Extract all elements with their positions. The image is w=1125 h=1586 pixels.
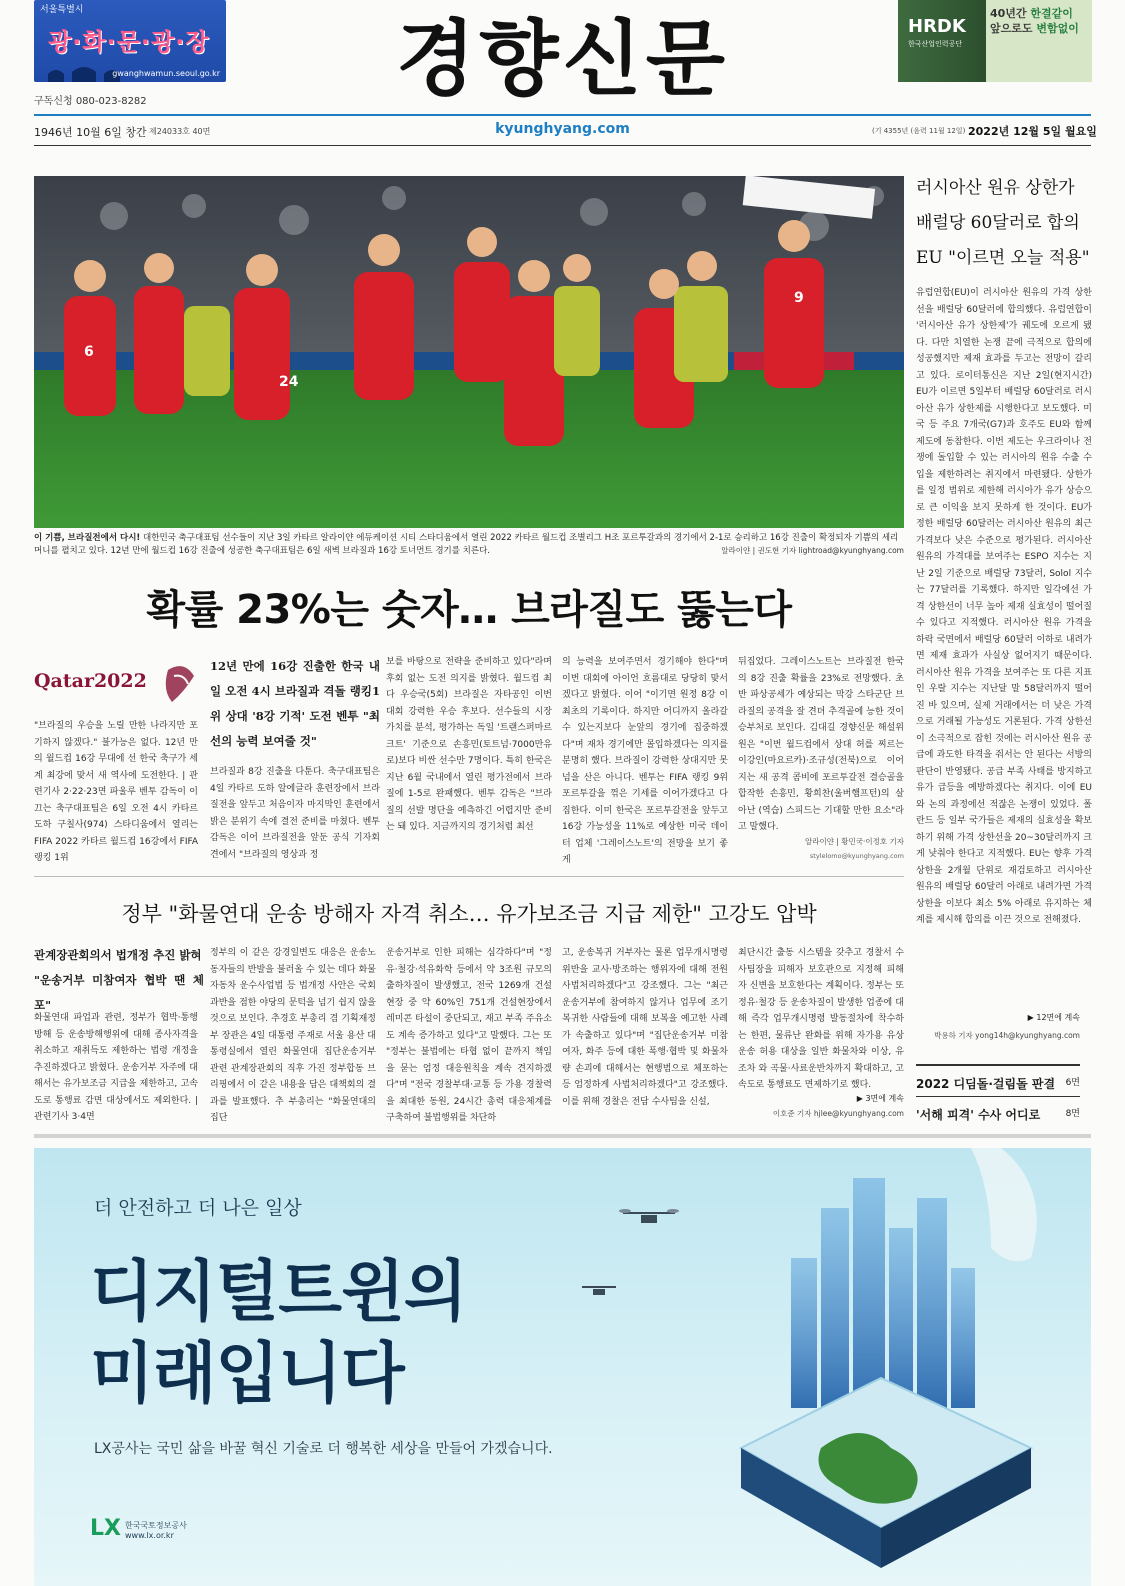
newspaper-title: 경향신문	[396, 12, 729, 107]
hrdk-slogan	[986, 0, 1092, 82]
jersey-number: 9	[794, 290, 804, 306]
lead-col-4: 의 능력을 보여주면서 경기해야 한다"며 이번 대회에 아이언 흐름대로 당당히 맞서겠다고 밝혔다. 이어 "이기면 원정 8강 이 최초의 기록이다. 하지만 어디까지 올라갈 수 있는지보다 눈앞의 경기에 집중하겠다"며 재차 경기에만 몰입하겠다는 의지를 분명히 했다. 브라질이 강력한 상대지만 못 넘을 산은 아니다. 벤투는 FIFA 랭킹 9위 포르투갈을 꺾은 기세를 이어가겠다고 다짐한다. 이미 한국은 포르투갈전을 앞두고 16강 가능성을 11%로 예상한 미국 데이터 업체 '그레이스노트'의 전망을 보기 좋게	[562, 657, 728, 865]
right-headline[interactable]: 러시아산 원유 상한가 배럴당 60달러로 합의 EU "이르면 오늘 적용"	[916, 178, 1090, 268]
celebration-photo[interactable]	[34, 176, 904, 528]
issue-number: 제24033호 40면	[149, 127, 211, 136]
lead-col-3: 보를 바탕으로 전략을 준비하고 있다"라며 후회 없는 도전 의지를 밝혔다. 월드컵 최다 우승국(5회) 브라질은 자타공인 이번 대회 강력한 우승 후보다. 선수들의 시장 가치를 분석, 평가하는 독일 '트랜스퍼마르크트' 기준으로 손흥민(토트넘·7000만유로)보다 비싼 선수만 7명이다. 특히 한국은 지난 6월 국내에서 열린 평가전에서 브라질에 1-5로 완패했다. 벤투 감독은 "브라질의 선발 명단을 예측하긴 어렵지만 준비는 돼 있다. 지금까지의 경기처럼 최선	[386, 657, 552, 832]
lead-byline: 알라이얀 | 황민국·이정호 기자	[804, 837, 904, 846]
lx-org-name: 한국국토정보공사	[125, 1521, 187, 1530]
lead-headline[interactable]: 확률 23%는 숫자… 브라질도 뚫는다	[146, 587, 792, 633]
lunar-date: (기 4355년 (음력 11월 12일)	[872, 127, 966, 135]
right-continued[interactable]: ▶ 12면에 계속	[1027, 1013, 1080, 1022]
toc-item[interactable]	[916, 1106, 1080, 1123]
hrdk-slogan-accent-2: 변함없이	[1036, 22, 1079, 35]
ad-org: 서울특별시	[40, 5, 84, 15]
hrdk-brand: HRDK	[908, 16, 966, 37]
lead-col-5: 뒤집었다. 그레이스노트는 브라질전 한국의 8강 진출 확률을 23%로 전망했다. 초반 파상공세가 예상되는 막강 스타군단 브라질의 공격을 잘 견뎌 추격골에 능한 것이 승부처로 보인다. 김대길 경향신문 해설위원은 "이번 월드컵에서 상대 허를 찌르는 이강인(마요르카)·조규성(전북)으로 이어지는 새 공격 콤비에 포르투갈전 결승골을 합작한 손흥민, 황희찬(울버햄프턴)의 살아난 (역습) 스피드는 기대할 만한 요소"라고 말했다.	[738, 657, 904, 832]
second-col-4: 고, 운송복귀 거부자는 물론 업무개시명령 위반을 교사·방조하는 행위자에 대해 전원 사법처리하겠다"고 강조했다. 그는 "최근 운송거부에 참여하지 않거나 업무에 조기 복귀한 사람들에 대해 보복을 예고한 사례가 속출하고 있다"며 "집단운송거부 미참여자, 화주 등에 대한 폭행·협박 및 화물차량 손괴에 대해서는 현행범으로 체포하는 등 엄정하게 사법처리하겠다"고 강조했다. 이를 위해 경찰은 전담 수사팀을 신설,	[562, 948, 728, 1107]
ad-tagline: 더 안전하고 더 나은 일상	[94, 1197, 302, 1219]
second-col-5: 최단시간 출동 시스템을 갖추고 경찰서 수사팀장을 피해자 보호관으로 지정해 피해자 신변을 보호한다는 계획이다. 정부는 또 정유·철강 등 운송차질이 발생한 업종에 대해 즉각 업무개시명령 발동절차에 착수하는 한편, 물류난 완화를 위해 자가용 유상운송 허용 대상을 일반 화물차와 이상, 유조차 와 곡물·사료운반차까지 확대하고, 고속도로 통행료도 면제하기로 했다.	[738, 948, 904, 1090]
caption-body: 대한민국 축구대표팀 선수들이 지난 3일 카타르 알라이얀 에듀케이션 시티 스타디움에서 열린 2022 카타르 월드컵 조별리그 H조 포르투갈과의 경기에서 2-1로 승리하고 16강 진출이 확정되자 기쁨의 세리머니를 펼치고 있다. 12년 만에 월드컵 16강 진출에 성공한 축구대표팀은 6일 새벽 브라질과 16강 토너먼트 경기를 치른다.	[34, 533, 899, 556]
toc-item[interactable]	[916, 1075, 1080, 1092]
ad-description: LX공사는 국민 삶을 바꿀 혁신 기술로 더 행복한 세상을 만들어 가겠습니다.	[94, 1441, 553, 1457]
ad-separator	[34, 1134, 1091, 1138]
hrdk-slogan-1: 40년간	[990, 7, 1027, 20]
photo-credit: 알라이얀 | 권도현 기자 lightroad@kyunghyang.com	[721, 546, 904, 555]
hrdk-brand-sub: 한국산업인력공단	[908, 40, 963, 48]
toc-page: 8면	[1065, 1109, 1080, 1119]
lx-logo-name	[125, 1521, 187, 1541]
second-continued[interactable]: ▶ 3면에 계속	[856, 1094, 904, 1103]
jersey-number: 6	[84, 344, 94, 360]
masthead-rule	[34, 114, 1091, 116]
ad-url: gwanghwamun.seoul.go.kr	[112, 69, 220, 78]
caption-title: 이 기쁨, 브라질전에서 다시!	[34, 533, 141, 543]
toc-title: '서해 피격' 수사 어디로	[916, 1108, 1041, 1122]
lx-url: www.lx.or.kr	[125, 1531, 174, 1540]
ad-gwanghwamun-text: 광·화·문·광·장	[48, 28, 210, 56]
hrdk-logo	[898, 0, 986, 82]
site-link[interactable]: kyunghyang.com	[495, 121, 630, 137]
second-headline[interactable]: 정부 "화물연대 운송 방해자 자격 취소… 유가보조금 지급 제한" 고강도 압박	[121, 902, 817, 926]
hrdk-ad[interactable]	[898, 0, 1092, 82]
second-col-2: 정부의 이 같은 강경일변도 대응은 운송노동자들의 반발을 불러올 수 있는 데다 화물자동차 운수사업법 등 법개정 사안은 국회 과반을 점한 야당의 문턱을 넘기 쉽지 않을 것으로 보인다. 추경호 부총리 겸 기획재정부 장관은 4일 대통령 주재로 서울 용산 대통령실에서 열린 화물연대 집단운송거부 관련 관계장관회의 직후 가진 정부합동 브리핑에서 이 같은 내용을 담은 대책회의 결과를 발표했다. 추 부총리는 "화물연대의 집단	[210, 948, 376, 1123]
lead-email: stylelomo@kyunghyang.com	[809, 852, 904, 860]
right-body: 유럽연합(EU)이 러시아산 원유의 가격 상한선을 배럴당 60달러에 합의했다. 유럽연합이 '러시아산 유가 상한제'가 궤도에 오르게 됐다. 다만 치열한 논쟁 끝에 극적으로 합의에 성공했지만 제재 효과를 두고는 전망이 갈리고 있다. 로이터통신은 지난 2일(현지시간) EU가 이르면 5일부터 배럴당 60달러로 러시아산 유가 상한제를 시행한다고 보도했다. 미국 등 주요 7개국(G7)과 호주도 EU와 함께 제도에 동참한다. 이번 제도는 우크라이나 전쟁에 돌입할 수 있는 러시아의 원유 수출 수입을 제한하려는 취지에서 마련됐다. 상한가를 일정 범위로 제한해 러시아가 유가 상승으로 큰 이익을 보지 못하게 한 것이다. EU가 정한 배럴당 60달러는 러시아산 원유의 최근 가격보다 낮은 수준으로 평가된다. 러시아산 원유의 가격대를 보여주는 ESPO 지수는 지난 2일 기준으로 배럴당 73달러, Solol 지수는 77달러를 기록했다. 하지만 일각에선 가격 상한선이 너무 높아 제재 실효성이 떨어질 수 있다고 지적했다. 러시아산 원유 가격을 하락 국면에서 배럴당 60달러 이하로 내려가면 제재 효과가 사실상 없어지기 때문이다. 러시아산 원유 가격을 보여주는 또 다른 지표인 우랄 지수는 지난달 말 58달러까지 떨어진 바 있으며, 실제 거래에서는 더 낮은 가격으로 거래될 가능성도 거론된다. 가격 상한선이 소극적으로 잡힌 것에는 러시아산 원유 공급에 과도한 타격을 줘서는 안 된다는 서방의 판단이 반영됐다. 공급 부족 사태를 방지하고 유가 급등을 예방하겠다는 취지다. 이에 EU와 논의 과정에선 적잖은 논쟁이 있었다. 폴란드 등 일부 국가들은 제재의 실효성을 확보하기 위해 가격 상한선을 20~30달러까지 크게 낮춰야 한다고 지적했다. EU는 향후 가격 상한을 2개월 단위로 재검토하고 러시아산 원유의 배럴당 60달러 아래로 내려가면 가격 상한을 이보다 최소 5% 아래로 유지하는 체계를 제시해 합의를 이끈 것으로 전해졌다.	[916, 288, 1092, 925]
drone-icon	[579, 1280, 619, 1302]
second-subhead-1: 관계장관회의서 법개정 추진 밝혀	[34, 948, 202, 962]
toc-rule	[916, 1064, 1080, 1066]
toc-page: 6면	[1065, 1078, 1080, 1088]
ad-title-line-2: 미래입니다	[90, 1335, 404, 1412]
lead-col-2: 브라질과 8강 진출을 다툰다. 축구대표팀은 4일 카타르 도하 알에글라 훈련장에서 브라질전을 앞두고 처음이자 마지막인 훈련에서 밝은 분위기 속에 결전 준비를 마쳤다. 벤투 감독은 이어 브라질전을 앞둔 공식 기자회견에서 "브라질의 영상과 정	[210, 767, 380, 860]
section-rule	[34, 876, 904, 877]
second-col-3: 운송거부로 인한 피해는 심각하다"며 "정유·철강·석유화학 등에서 약 3조원 규모의 출하차질이 발생했고, 전국 1269개 건설현장 중 약 60%인 751개 건설현장에서 레미콘 타설이 중단되고, 재고 부족 주유소도 계속 증가하고 있다"고 말했다. 그는 또 "정부는 불법에는 타협 없이 끝까지 책임을 묻는 엄정 대응원칙을 계속 견지하겠다"며 "전국 경찰부대·교통 등 가용 경찰력을 최대한 동원, 24시간 총력 대응체계를 구축하여 불법행위를 차단하	[386, 948, 552, 1123]
subscribe-phone: 구독신청 080-023-8282	[34, 96, 147, 107]
ad-title-line-1: 디지털트윈의	[90, 1253, 467, 1330]
hrdk-slogan-accent: 한결같이	[1030, 7, 1073, 20]
qatar-2022-wordmark: Qatar2022	[34, 670, 147, 692]
second-byline: 이호준 기자 hjlee@kyunghyang.com	[772, 1109, 904, 1118]
drone-icon	[619, 1203, 679, 1233]
lead-col-1: "브라질의 우승을 노릴 만한 나라지만 포기하지 않겠다." 불가능은 없다. 12년 만의 월드컵 16강 무대에 선 한국 축구가 세계 최강에 맞서 새 역사에 도전한다. | 관련기사 2·22·23면 파울루 벤투 감독이 이끄는 축구대표팀은 6일 오전 4시 카타르 도하 구칠사(974) 스타디움에서 열리는 FIFA 2022 카타르 월드컵 16강에서 FIFA 랭킹 1위	[34, 721, 198, 863]
founded-date: 1946년 10월 6일 창간	[34, 126, 147, 139]
toc-rule	[916, 1096, 1080, 1097]
right-byline: 박용하 기자 yong14h@kyunghyang.com	[934, 1031, 1080, 1040]
lx-logo-icon: LX	[90, 1516, 121, 1541]
second-col-1: 화물연대 파업과 관련, 정부가 협박·통행방해 등 운송방해행위에 대해 종사자격을 취소하고 재취득도 제한하는 법령 개정을 추진하겠다고 밝혔다. 운송거부 자주에 대해서는 유가보조금 지급을 제한하고, 고속도로 통행료 감면 대상에서도 제외한다. | 관련기사 3·4면	[34, 1013, 198, 1122]
toc-title: 2022 디딤돌·걸림돌 판결	[916, 1077, 1056, 1091]
hrdk-slogan-2: 앞으로도	[990, 22, 1033, 35]
digital-twin-city-illustration	[671, 1148, 1091, 1586]
lead-subhead: 12년 만에 16강 진출한 한국 내일 오전 4시 브라질과 격돌 랭킹1위 상대 '8강 기적' 도전 벤투 "최선의 능력 보여줄 것"	[210, 659, 380, 748]
jersey-number: 24	[279, 374, 299, 390]
dateline-rule	[34, 145, 1091, 146]
second-subhead-2: "운송거부 미참여자 협박 땐 체포"	[34, 973, 204, 1012]
issue-date: 2022년 12월 5일 월요일	[968, 125, 1097, 138]
